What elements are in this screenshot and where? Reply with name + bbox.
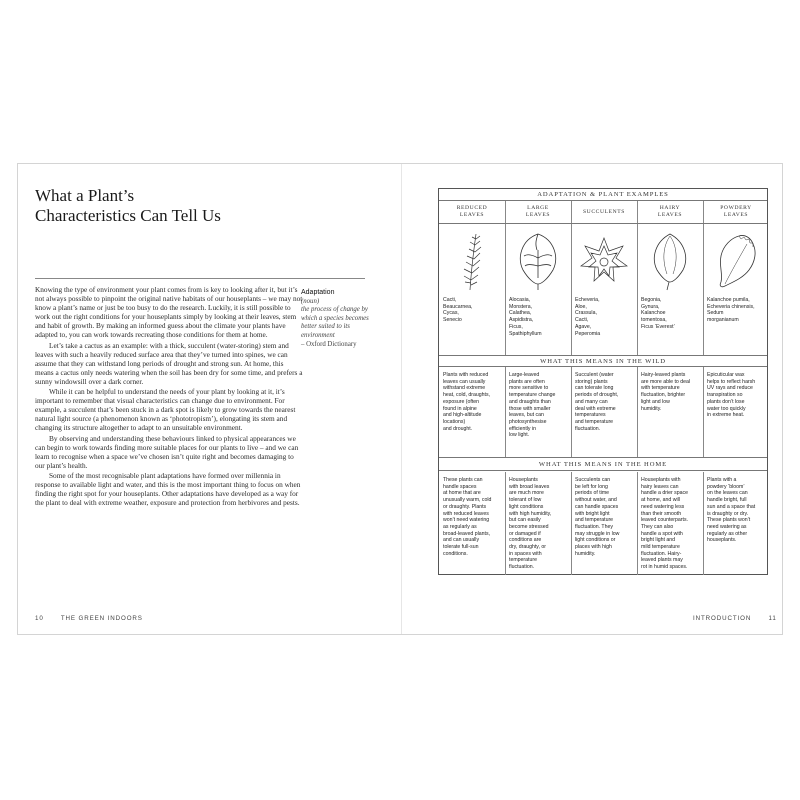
wild-large-leaves: Large-leaved plants are often more sensitive to temperature change and draughts than those with smaller leaves, but can photosynthesise efficiently in low light. — [509, 372, 556, 439]
col-header-hairy-leaves: HAIRY LEAVES — [657, 205, 683, 218]
header-rule — [439, 223, 767, 224]
section-wild-heading: WHAT THIS MEANS IN THE WILD — [439, 356, 767, 367]
column-divider — [571, 367, 572, 457]
column-divider — [703, 472, 704, 575]
left-page-number: 10 — [35, 615, 44, 622]
examples-succulents: Echeveria, Aloe, Crassula, Cacti, Agave, Peperomia — [575, 297, 601, 337]
sidenote-definition: the process of change by which a species becomes better suited to its environment — [301, 306, 369, 339]
definition-sidenote — [301, 289, 381, 349]
column-divider — [703, 367, 704, 457]
home-hairy-leaves: Houseplants with hairy leaves can handle a drier space at home, and will need watering less than their smooth leaved counterparts. They can also handle a spot with bright light and mild temperature fluctuation. Hairy- leaved plants may rot in humid spaces. — [641, 477, 689, 571]
sidenote-part-of-speech: (noun) — [301, 297, 320, 305]
home-large-leaves: Houseplants with broad leaves are much more tolerant of low light conditions with high humidity, but can easily become stressed or damaged if conditions are dry, draughty, or in spaces with temperature fluctuation. — [509, 477, 552, 571]
page-gutter — [401, 164, 402, 634]
right-running-title: INTRODUCTION — [693, 615, 752, 622]
examples-powdery-leaves: Kalanchoe pumila, Echeveria chinensis, Sedum morganianum — [707, 297, 755, 324]
wild-succulents: Succulent (water storing) plants can tolerate long periods of drought, and many can deal with extreme temperatures and temperature fluctuation. — [575, 372, 619, 432]
section-home-heading: WHAT THIS MEANS IN THE HOME — [439, 458, 767, 471]
col-header-large-leaves: LARGE LEAVES — [525, 205, 551, 218]
examples-hairy-leaves: Begonia, Gynura, Kalanchoe tomentosa, Ficus ‘Everest’ — [641, 297, 675, 330]
book-spread — [17, 163, 783, 635]
col-header-powdery-leaves: POWDERY LEAVES — [720, 205, 752, 218]
home-succulents: Succulents can be left for long periods of time without water, and can handle spaces with bright light and temperature fluctuation. They may struggle in low light conditions or places with high humidity. — [575, 477, 620, 557]
body-paragraph: Let’s take a cactus as an example: with a thick, succulent (water-storing) stem and leaves with such a heavily reduced surface area that they’ve turned into spines, we can assume that they can withstand long periods of drought and strong sun. At home, this means a cactus only needs watering when the soil has been dry for some time, and prefers a sunny windowsill over a dark corner. — [35, 340, 303, 386]
column-divider — [637, 367, 638, 457]
column-divider — [505, 472, 506, 575]
adaptation-table — [438, 188, 768, 575]
title-rule — [35, 278, 365, 279]
left-running-title: THE GREEN INDOORS — [60, 615, 143, 622]
examples-reduced-leaves: Cacti, Beaucarnea, Cycas, Senecio — [443, 297, 473, 324]
sidenote-term: Adaptation — [301, 289, 335, 296]
column-divider — [505, 367, 506, 457]
home-reduced-leaves: These plants can handle spaces at home that are unusually warm, cold or draughty. Plants with reduced leaves won’t need watering as regularly as broad-leaved plants, and can usually tolerate full-sun conditions. — [443, 477, 492, 557]
column-divider — [571, 472, 572, 575]
wild-hairy-leaves: Hairy-leaved plants are more able to deal with temperature fluctuation, brighter light and low humidity. — [641, 372, 691, 412]
wild-powdery-leaves: Epicuticular wax helps to reflect harsh UV rays and reduce transpiration so plants don’t lose water too quickly in extreme heat. — [707, 372, 756, 419]
wild-reduced-leaves: Plants with reduced leaves can usually withstand extreme heat, cold, draughts, exposure (often found in alpine and high-altitude locations) and drought. — [443, 372, 491, 432]
succulent-rosette-icon — [571, 229, 637, 293]
body-paragraph: Knowing the type of environment your plant comes from is key to looking after it, but it’s not always possible to pinpoint the original native habitats of our houseplants – we may not know a plant’s name or just be too busy to do the research. Luckily, it is still possible to work out the right conditions for your houseplants simply by looking at their leaves, stem and habit of growth. By making an informed guess about the climate your plants have adapted to, you can work towards recreating those conditions for them at home. — [35, 285, 303, 340]
body-paragraph: By observing and understanding these behaviours linked to physical appearances we can begin to work towards finding more suitable places for our plants to live – and we can learn to recognise when a space we’ve chosen isn’t quite right and becomes damaging to our plant’s health. — [35, 433, 299, 470]
hairy-leaf-icon — [637, 229, 703, 293]
left-folio — [35, 615, 143, 622]
large-leaf-icon — [505, 229, 571, 293]
sidenote-source: – Oxford Dictionary — [301, 340, 357, 348]
examples-large-leaves: Alocasia, Monstera, Calathea, Aspidistra, Ficus, Spathiphyllum — [509, 297, 542, 337]
column-divider — [637, 472, 638, 575]
right-folio — [693, 615, 777, 622]
right-page-number: 11 — [768, 615, 777, 622]
page-title: What a Plant’s Characteristics Can Tell Us — [35, 186, 221, 225]
body-paragraph: Some of the most recognisable plant adaptations have formed over millennia in response to available light and water, and this is the most important thing to focus on when finding the right spot for your houseplants. Other adaptations have developed as a way for the plant to deal with extreme weather, exposure and protection from herbivores and pests. — [35, 470, 301, 508]
body-text — [35, 285, 303, 508]
powdery-leaf-icon — [703, 229, 769, 293]
body-paragraph: While it can be helpful to understand the needs of your plant by looking at it, it’s important to remember that visual characteristics can change due to environment. For example, a succulent that’s been stuck in a dark spot is likely to grow towards the nearest natural light source (a phenomenon known as ‘phototropism’), elongating its stem and changing its structure altogether to adapt to an unsuitable environment. — [35, 387, 296, 433]
col-header-succulents: SUCCULENTS — [582, 209, 626, 215]
reduced-leaves-sprig-icon — [439, 229, 505, 293]
home-powdery-leaves: Plants with a powdery ‘bloom’ on the leaves can handle bright, full sun and a space that is draughty or dry. These plants won’t need watering as regularly as other houseplants. — [707, 477, 756, 544]
table-title: ADAPTATION & PLANT EXAMPLES — [439, 189, 767, 201]
col-header-reduced-leaves: REDUCED LEAVES — [456, 205, 488, 218]
